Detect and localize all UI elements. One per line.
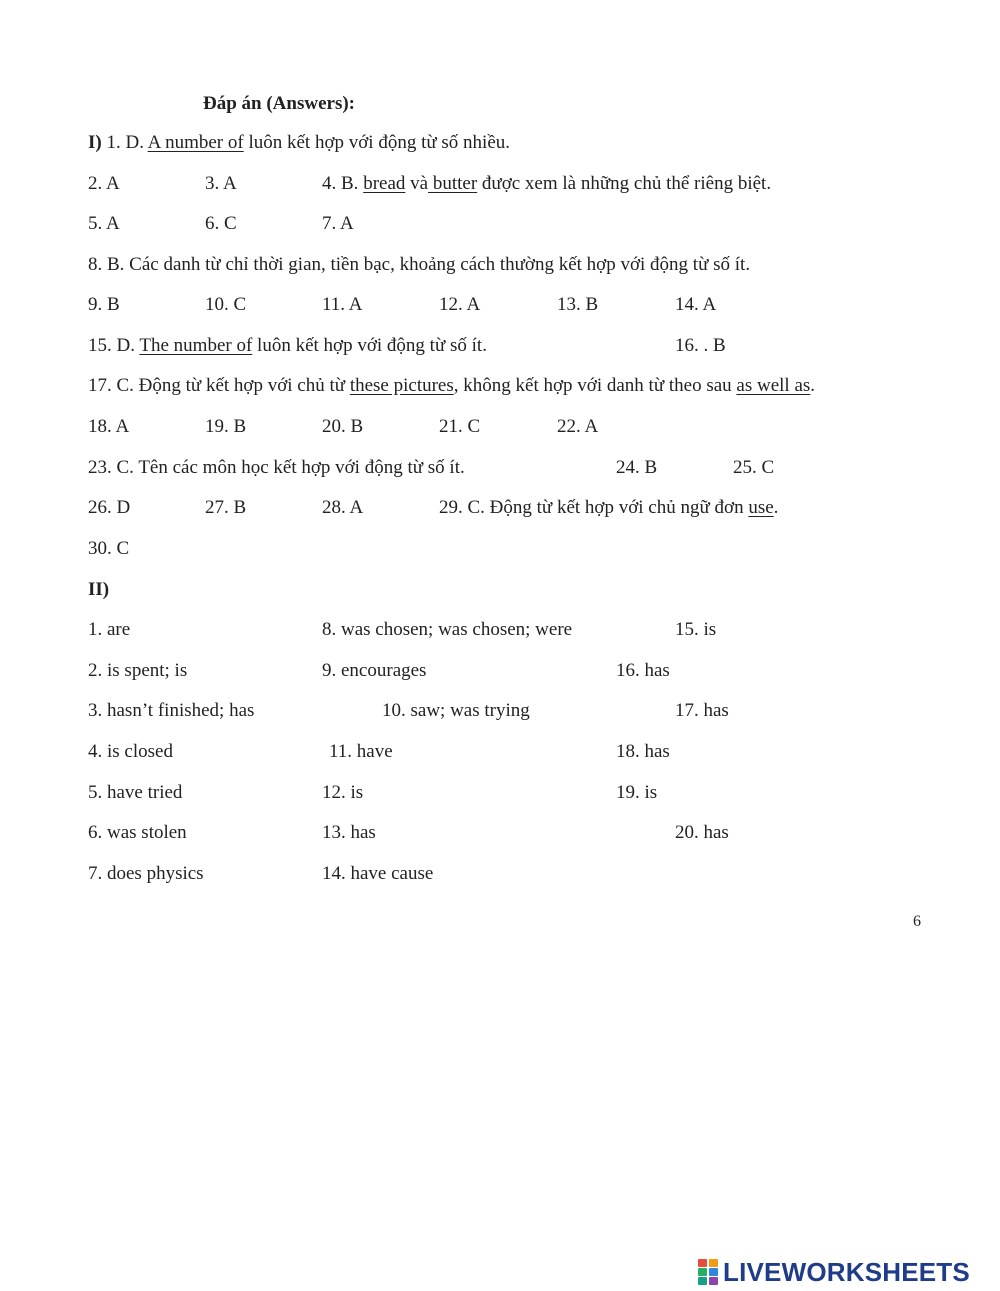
logo-block-1 [698,1259,707,1267]
s1-answer-3: 3. A [205,173,237,194]
s1-answer-21: 21. C [439,416,481,437]
liveworksheets-brand[interactable] [698,1257,970,1287]
s2-answer-18: 18. has [616,741,670,762]
s1-answer-10: 10. C [205,294,247,315]
s2-answer-12: 12. is [322,782,364,803]
s1-answer-8: 8. B. Các danh từ chỉ thời gian, tiền bạc, khoảng cách thường kết hợp với động từ số ít. [88,254,751,275]
s2-answer-15: 15. is [675,619,717,640]
s1-answer-14: 14. A [675,294,717,315]
s1-answer-29: 29. C. Động từ kết hợp với chủ ngữ đơn use. [439,497,779,518]
s2-answer-19: 19. is [616,782,658,803]
s2-answer-7: 7. does physics [88,863,204,884]
s1-answer-22: 22. A [557,416,599,437]
s2-answer-10: 10. saw; was trying [382,700,530,721]
s1-answer-26: 26. D [88,497,131,518]
s1-answer-4: 4. B. bread và butter được xem là những chủ thể riêng biệt. [322,173,772,194]
s1-answer-23: 23. C. Tên các môn học kết hợp với động từ số ít. [88,457,465,478]
s1-answer-18: 18. A [88,416,130,437]
s1-answer-25: 25. C [733,457,775,478]
s2-answer-13: 13. has [322,822,376,843]
s1-answer-15: 15. D. The number of luôn kết hợp với động từ số ít. [88,335,487,356]
s1-answer-7: 7. A [322,213,354,234]
s2-answer-8: 8. was chosen; was chosen; were [322,619,573,640]
s2-answer-2: 2. is spent; is [88,660,188,681]
s2-answer-4: 4. is closed [88,741,173,762]
page-number: 6 [913,913,921,930]
s1-answer-1: I) 1. D. A number of luôn kết hợp với động từ số nhiều. [88,132,511,153]
s2-answer-20: 20. has [675,822,729,843]
s2-answer-3: 3. hasn’t finished; has [88,700,255,721]
s1-answer-20: 20. B [322,416,364,437]
s2-answer-16: 16. has [616,660,670,681]
s2-answer-14: 14. have cause [322,863,434,884]
s1-answer-2: 2. A [88,173,120,194]
s2-answer-1: 1. are [88,619,131,640]
brand-name: LIVEWORKSHEETS [723,1256,970,1287]
logo-block-3 [698,1268,707,1276]
s1-answer-11: 11. A [322,294,363,315]
s2-answer-9: 9. encourages [322,660,427,681]
logo-block-6 [709,1277,718,1285]
s1-answer-19: 19. B [205,416,247,437]
s1-answer-6: 6. C [205,213,237,234]
s2-answer-11: 11. have [329,741,393,762]
s1-answer-24: 24. B [616,457,658,478]
s1-answer-16: 16. . B [675,335,726,356]
s1-answer-17: 17. C. Động từ kết hợp với chủ từ these pictures, không kết hợp với danh từ theo sau as well as. [88,375,816,396]
s1-answer-9: 9. B [88,294,120,315]
s1-answer-5: 5. A [88,213,120,234]
s1-answer-13: 13. B [557,294,599,315]
s2-answer-5: 5. have tried [88,782,183,803]
s1-answer-30: 30. C [88,538,130,559]
logo-block-4 [709,1268,718,1276]
answers-title: Đáp án (Answers): [203,93,355,114]
s2-answer-17: 17. has [675,700,729,721]
s1-answer-27: 27. B [205,497,247,518]
s2-answer-6: 6. was stolen [88,822,187,843]
section-1-label: I) [88,132,102,153]
logo-block-2 [709,1259,718,1267]
s1-answer-28: 28. A [322,497,364,518]
section-2-label: II) [88,579,110,600]
liveworksheets-logo-icon [698,1259,718,1285]
s1-answer-12: 12. A [439,294,481,315]
logo-block-5 [698,1277,707,1285]
